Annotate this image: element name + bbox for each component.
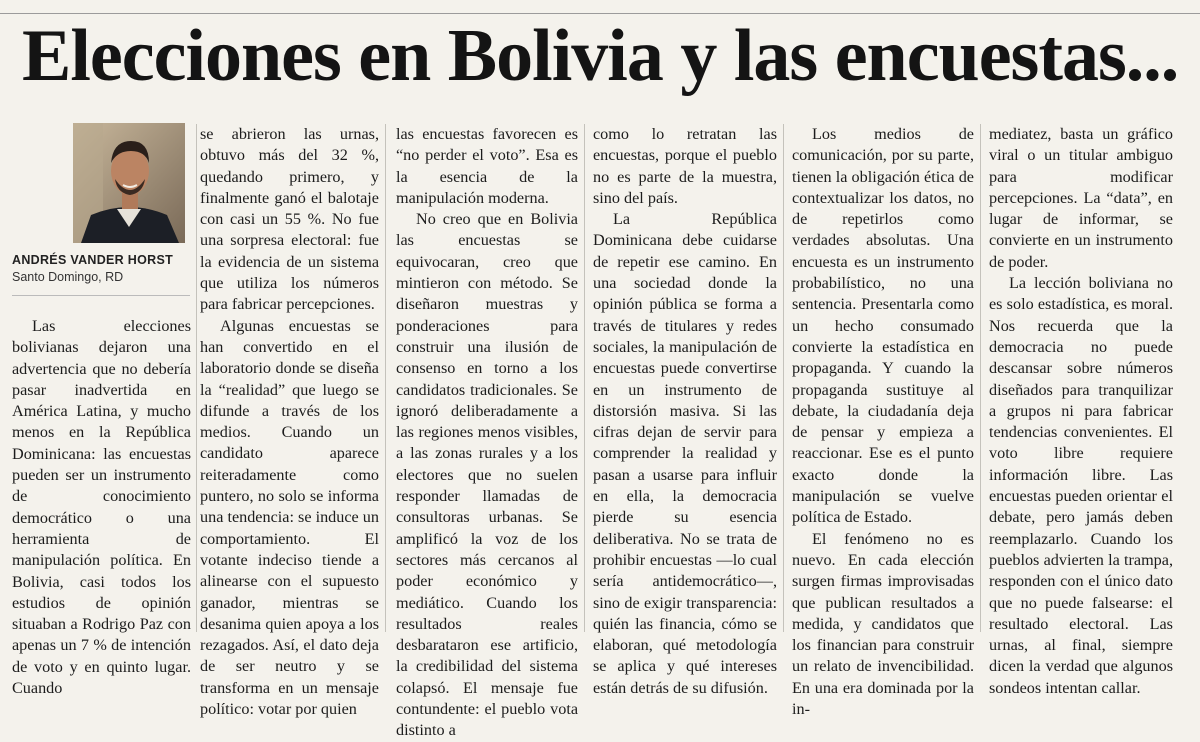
paragraph: Algunas encuestas se han convertido en el laboratorio donde se diseña la “realidad” que luego se difunde a través de los medios. Cuando un candidato aparece reiteradamente como puntero, no solo se informa una tendencia: se induce un comportamiento. El votante indeciso tiende a alinearse con el supuesto ganador, mientras se desanima quien apoya a los rezagados. Así, el dato deja de ser neutro y se transforma en un mensaje político: votar por quien: [200, 316, 379, 719]
paragraph: como lo retratan las encuestas, porque el pueblo no es parte de la muestra, sino del país.: [593, 125, 777, 207]
byline-author: ANDRÉS VANDER HORST: [12, 253, 174, 267]
column-divider: [584, 124, 585, 632]
article-column-6: [989, 124, 1173, 697]
article-column-4: [593, 124, 777, 697]
article-column-3: [396, 124, 578, 740]
byline-divider: [12, 295, 190, 296]
article-column-2: [200, 124, 379, 719]
paragraph: Las elecciones bolivianas dejaron una advertencia que no debería pasar inadvertida en América Latina, y mucho menos en la República Dominicana: las encuestas pueden ser un instrumento de conocimiento democrático o una herramienta de manipulación política. En Bolivia, casi todos los estudios de opinión situaban a Rodrigo Paz con apenas un 7 % de intención de voto y en quinto lugar. Cuando: [12, 317, 191, 698]
paragraph: Los medios de comunicación, por su parte, tienen la obligación ética de contextualizar los datos, no de repetirlos como verdades absolutas. Una encuesta es un instrumento probabilístico, no una sentencia. Presentarla como un hecho consumado convierte la estadística en propaganda. Y cuando la propaganda sustituye al debate, la ciudadanía deja de pensar y empieza a reaccionar. Ese es el punto exacto donde la manipulación se vuelve política de Estado.: [792, 125, 974, 527]
paragraph: La lección boliviana no es solo estadística, es moral. Nos recuerda que la democracia no puede descansar sobre números diseñados para tranquilizar a grupos ni para fabricar tendencias convenientes. El voto libre requiere información libre. Las encuestas pueden orientar el debate, pero jamás deben reemplazarlo. Cuando los pueblos advierten la trampa, responden con el único dato que no puede falsearse: el resultado electoral. Las urnas, al final, siempre dicen la verdad que algunos sondeos intentan callar.: [989, 274, 1173, 697]
author-photo: [73, 123, 185, 243]
paragraph: mediatez, basta un gráfico viral o un titular ambiguo para modificar percepciones. La “data”, en lugar de informar, se convierte en un instrumento de poder.: [989, 125, 1173, 271]
paragraph: No creo que en Bolivia las encuestas se equivocaran, creo que mintieron con método. Se diseñaron muestras y ponderaciones para construir una ilusión de consenso en torno a los candidatos tradicionales. Se ignoró deliberadamente a las regiones menos visibles, a las zonas rurales y a los electores que no suelen responder llamadas de consultoras urbanas. Se amplificó la voz de los sectores más cercanos al poder económico y mediático. Cuando los resultados reales desbarataron ese artificio, la credibilidad del sistema colapsó. El mensaje fue contundente: el pueblo vota distinto a: [396, 210, 578, 740]
article-column-1: [12, 316, 191, 698]
top-rule: [0, 0, 1200, 14]
paragraph: se abrieron las urnas, obtuvo más del 32 %, quedando primero, y finalmente ganó el balotaje con casi un 55 %. No fue una sorpresa electoral: fue la evidencia de un sistema que utiliza los números para fabricar percepciones.: [200, 125, 379, 314]
column-divider: [196, 124, 197, 632]
column-divider: [980, 124, 981, 632]
paragraph: La República Dominicana debe cuidarse de repetir ese camino. En una sociedad donde la opinión pública se forma a través de titulares y redes sociales, la manipulación de encuestas puede convertirse en un instrumento de distorsión masiva. Si las cifras dejan de servir para comprender la realidad y pasan a usarse para influir en ella, la democracia pierde su esencia deliberativa. No se trata de prohibir encuestas —lo cual sería antidemocrático—, sino de exigir transparencia: quién las financia, cómo se elaboran, qué metodología se aplica y qué intereses están detrás de su difusión.: [593, 210, 777, 697]
paragraph: El fenómeno no es nuevo. En cada elección surgen firmas improvisadas que publican resultados a medida, y candidatos que los financian para construir un relato de invencibilidad. En una era dominada por la in-: [792, 529, 974, 719]
column-divider: [385, 124, 386, 632]
column-divider: [783, 124, 784, 632]
paragraph: las encuestas favorecen es “no perder el voto”. Esa es la esencia de la manipulación moderna.: [396, 125, 578, 207]
byline-location: Santo Domingo, RD: [12, 270, 124, 284]
article-column-5: [792, 124, 974, 719]
headline: Elecciones en Bolivia y las encuestas...: [22, 15, 1179, 97]
